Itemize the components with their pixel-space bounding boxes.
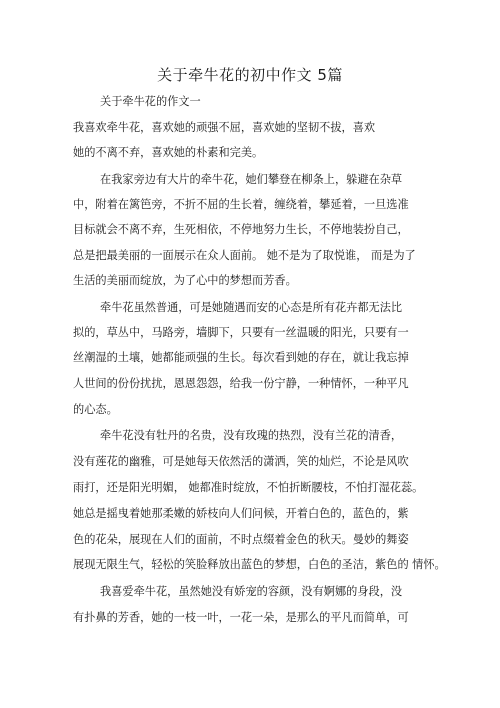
text-line: 雨打，还是阳光明媚， 她都准时绽放，不怕折断腰枝，不怕打湿花蕊。 [73,481,424,494]
text-line: 色的花朵，展现在人们的面前，不时点缀着金色的秋天。曼妙的舞姿 [73,533,409,546]
text-line: 的心态。 [73,403,118,416]
text-line: 目标就会不离不弃，生死相依，不停地努力生长，不停地装扮自己， [73,223,409,236]
text-line: 生活的美丽而绽放，为了心中的梦想而芳香。 [73,274,297,287]
text-line: 在我家旁边有大片的牵牛花，她们攀登在柳条上，躲避在杂草 [100,173,403,186]
text-line: 牵牛花虽然普通，可是她随遇而安的心态是所有花卉都无法比 [100,301,403,314]
text-line: 牵牛花没有牡丹的名贵，没有玫瑰的热烈，没有兰花的清香， [100,429,403,442]
text-line: 我喜欢牵牛花，喜欢她的顽强不屈，喜欢她的坚韧不拔，喜欢 [73,121,376,134]
text-line: 她的不离不弃，喜欢她的朴素和完美。 [73,146,264,159]
section-heading: 关于牵牛花的作文一 [100,95,201,108]
text-line: 拟的，草丛中，马路旁，墙脚下，只要有一丝温暖的阳光，只要有一 [73,326,409,339]
text-line: 我喜爱牵牛花，虽然她没有娇宠的容颜，没有婀娜的身段，没 [100,585,403,598]
text-line: 人世间的份份扰扰，恩恩怨怨，给我一份宁静，一种情怀，一种平凡 [73,377,409,390]
document-title: 关于牵牛花的初中作文 5篇 [157,66,343,84]
text-line: 总是把最美丽的一面展示在众人面前。 她不是为了取悦谁， 而是为了 [73,249,416,262]
text-line: 中，附着在篱笆旁，不折不屈的生长着，缠绕着，攀延着，一旦选准 [73,198,409,211]
text-line: 她总是摇曳着她那柔嫩的娇枝向人们问候，开着白色的，蓝色的，紫 [73,507,409,520]
text-line: 展现无限生气，轻松的笑脸释放出蓝色的梦想，白色的圣洁，紫色的 情怀。 [73,558,446,571]
text-line: 没有莲花的幽雅，可是她每天依然活的潇洒，笑的灿烂，不论是风吹 [73,455,409,468]
text-line: 有扑鼻的芳香，她的一枝一叶，一花一朵，是那么的平凡而简单，可 [73,611,409,624]
text-line: 丝潮湿的土壤，她都能顽强的生长。每次看到她的存在，就让我忘掉 [73,351,409,364]
